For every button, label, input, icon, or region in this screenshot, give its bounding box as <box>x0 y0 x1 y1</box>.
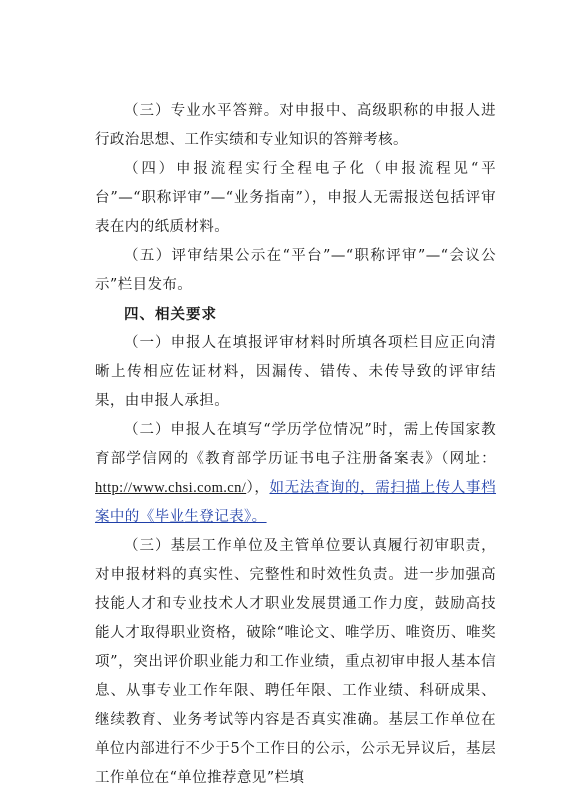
paragraph-professional-defense: （三）专业水平答辩。对申报中、高级职称的申报人进行政治思想、工作实绩和专业知识的答辩考核。 <box>95 103 496 148</box>
paragraph-results-publication: （五）评审结果公示在“平台”—“职称评审”—“会议公示”栏目发布。 <box>95 248 496 293</box>
requirement-education-info <box>95 416 496 532</box>
requirement-initial-review: （三）基层工作单位及主管单位要认真履行初审职责，对申报材料的真实性、完整性和时效性负责。进一步加强高技能人才和专业技术人才职业发展贯通工作力度，鼓励高技能人才取得职业资格，破除“唯论文、唯学历、唯资历、唯奖项”，突出评价职业能力和工作业绩，重点初审申报人基本信息、从事专业工作年限、聘任年限、工作业绩、科研成果、继续教育、业务考试等内容是否真实准确。基层工作单位在单位内部进行不少于5个工作日的公示，公示无异议后，基层工作单位在“单位推荐意见”栏填 <box>95 538 496 786</box>
requirement-education-text: （二）申报人在填写“学历学位情况”时，需上传国家教育部学信网的《教育部学历证书电子注册备案表》（网址： <box>95 422 496 467</box>
section-heading: 四、相关要求 <box>124 306 217 323</box>
chsi-url-link[interactable]: http://www.chsi.com.cn/ <box>95 480 247 496</box>
url-close-paren: ）， <box>246 480 270 496</box>
graduate-form-link[interactable]: 如无法查询的，需扫描上传人事档案中的《毕业生登记表》。 <box>95 480 497 525</box>
paragraph-electronic-process: （四）申报流程实行全程电子化（申报流程见“平台”—“职称评审”—“业务指南”），申报人无需报送包括评审表在内的纸质材料。 <box>95 161 496 235</box>
requirement-upload-materials: （一）申报人在填报评审材料时所填各项栏目应正向清晰上传相应佐证材料，因漏传、错传、未传导致的评审结果，由申报人承担。 <box>95 335 496 409</box>
